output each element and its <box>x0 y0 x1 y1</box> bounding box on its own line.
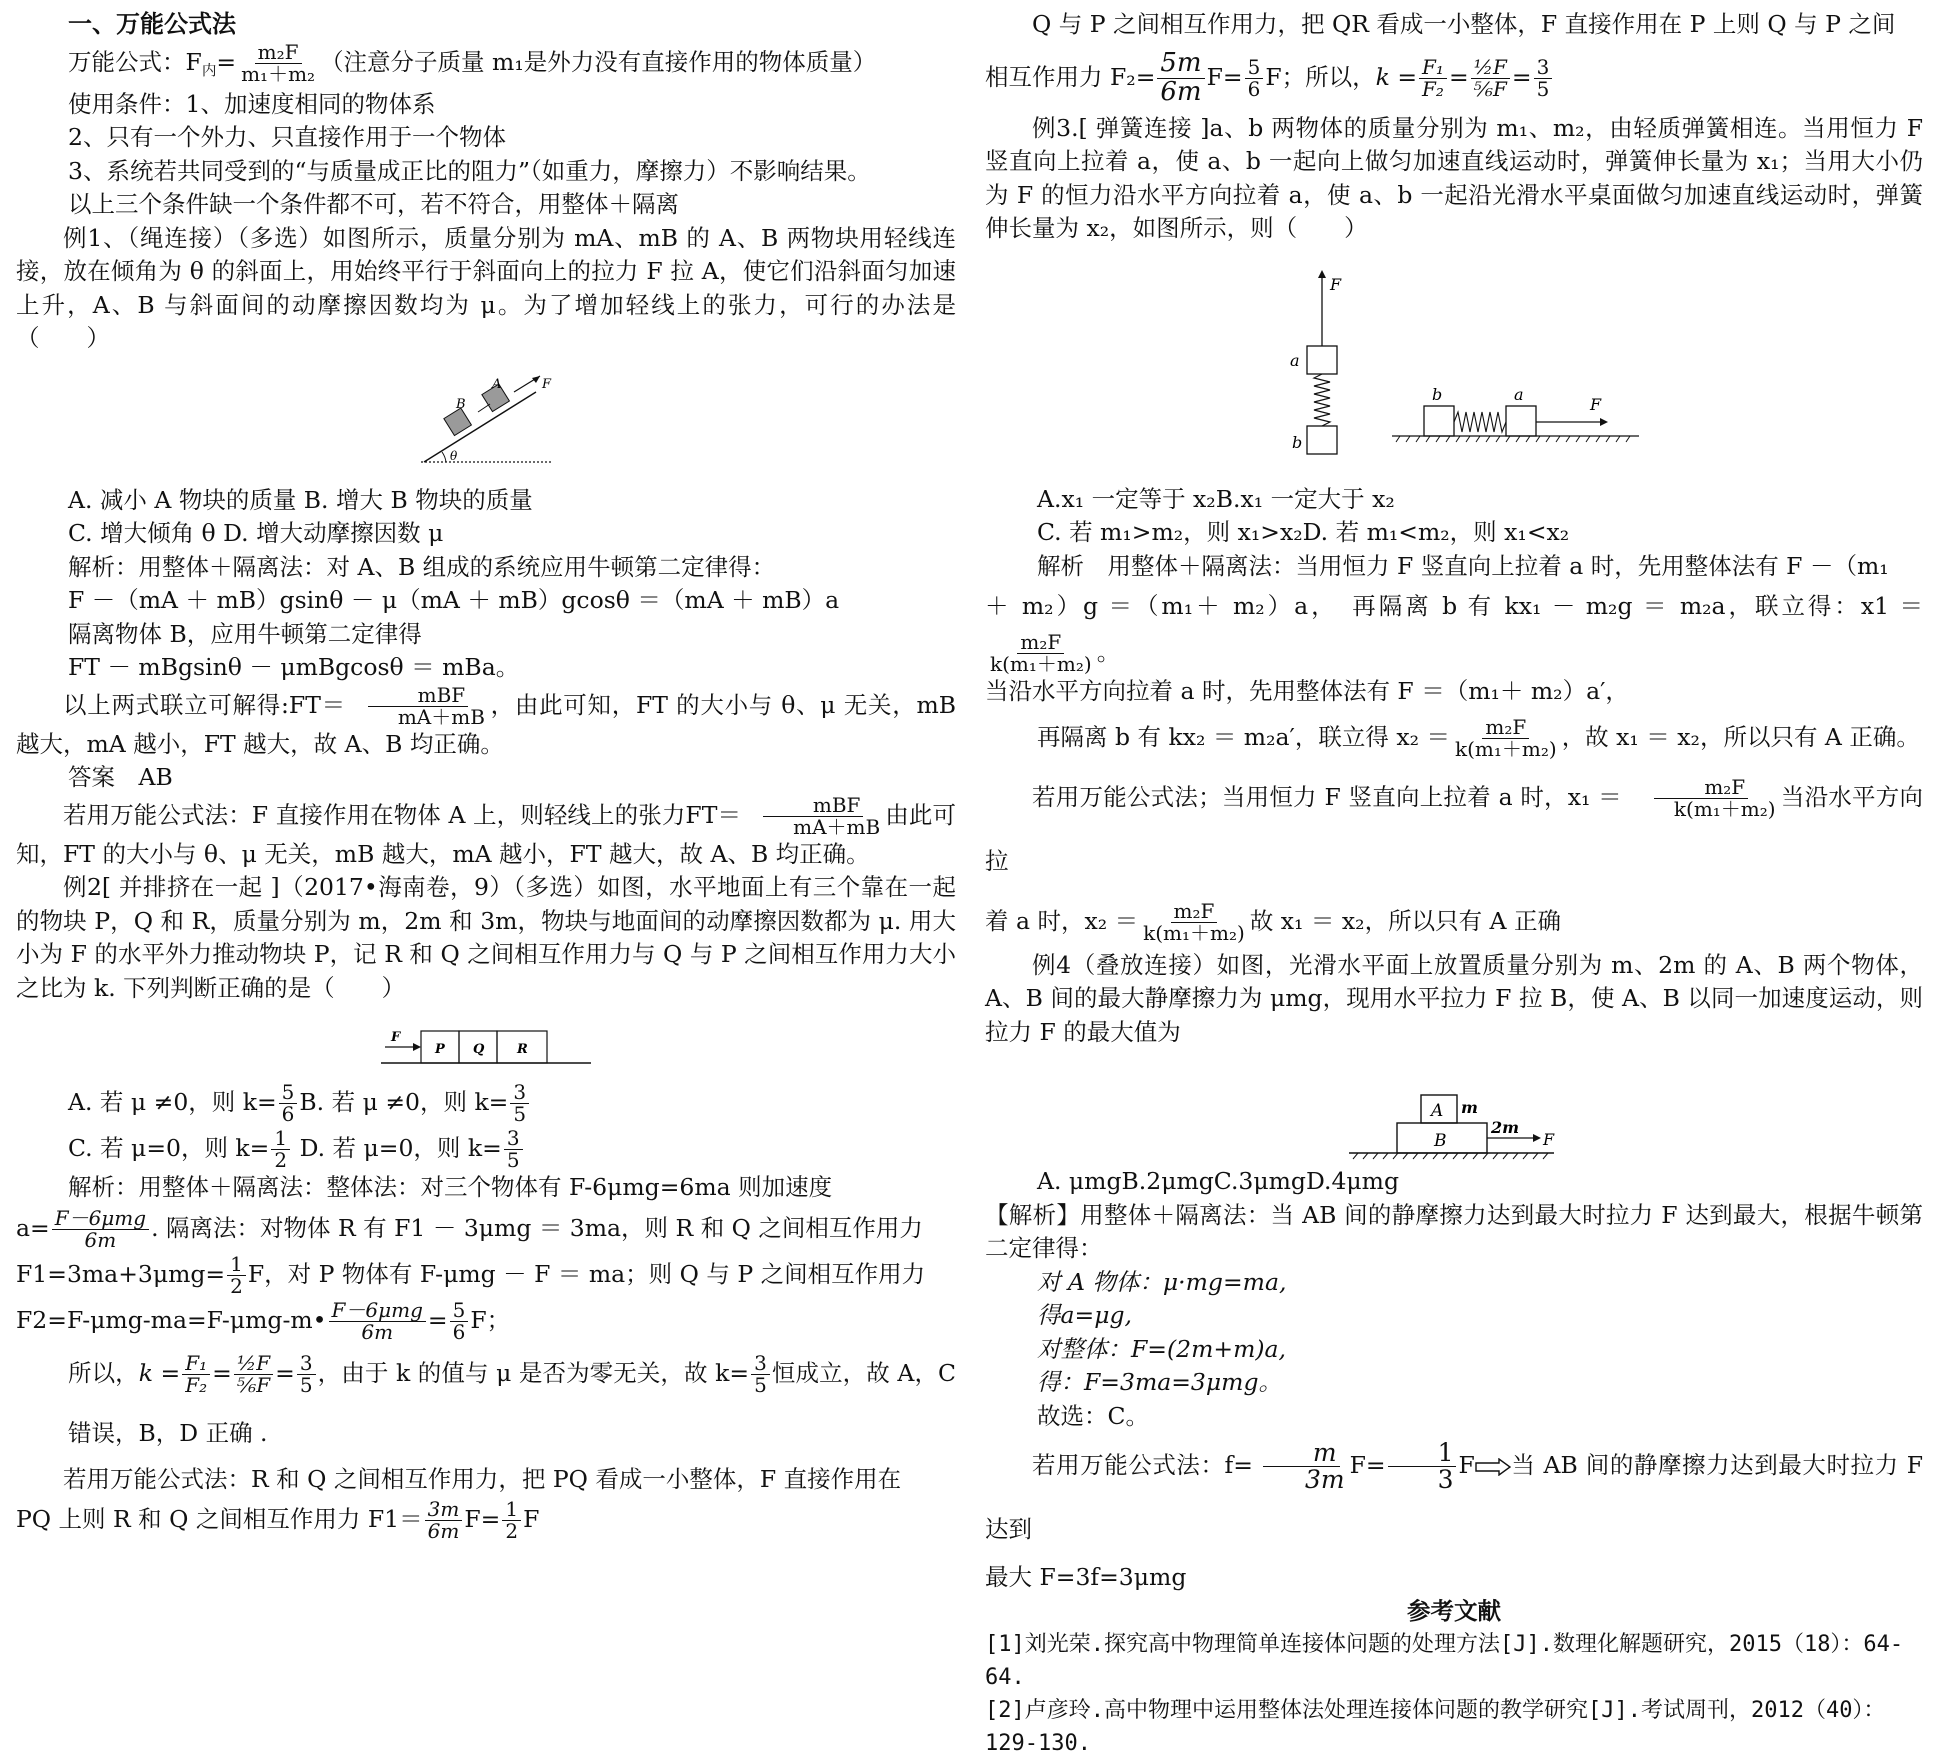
right-column <box>985 8 1923 1760</box>
example-3-option-cd: C. 若 m₁>m₂，则 x₁>x₂D. 若 m₁<m₂，则 x₁<x₂ <box>1037 518 1570 546</box>
spring-figure <box>1264 266 1644 471</box>
fig3-label-a-horizontal: a <box>1514 384 1524 404</box>
blocks-pqr-figure <box>381 1023 591 1073</box>
example-3-analysis-1: 解析 用整体＋隔离法：当用恒力 F 竖直向上拉着 a 时，先用整体法有 F －（m₁ <box>1037 551 1889 580</box>
example-2-continued-2: 相互作用力 F₂= $\frac{5m}{6m}$ F= $\frac{5}{6}$ F；所以，k = $\frac{\text{F₁}}{\text{F₂}}$ = $\frac{\text{½F}}{\text{⅚F}}$ = $\frac{3}{5}$ <box>985 42 1923 112</box>
fig1-label-f: F <box>542 376 552 392</box>
left-column <box>16 8 956 1542</box>
example-2-analysis-1: 解析：用整体＋隔离法：整体法：对三个物体有 F-6μmg=6ma 则加速度 <box>68 1173 833 1202</box>
example-4-question: 例4（叠放连接）如图，光滑水平面上放置质量分别为 m、2m 的 A、B 两个物体，A、B 间的最大静摩擦力为 μmg，现用水平拉力 F 拉 B，使 A、B 以同一加速度运动，则拉力 F 的最大值为 <box>985 950 1923 1046</box>
example-3-analysis-4: 再隔离 b 有 kx₂ ＝ m₂a′，联立得 x₂ ＝ $\frac{\text{m₂F}}{\text{k(m₁＋m₂)}}$ ，故 x₁ ＝ x₂，所以只有 A 正确。 <box>1037 714 1920 761</box>
example-2-analysis-4: F2=F-μmg-ma=F-μmg-m• $\frac{\text{F－6μmg}}{6m}$ = $\frac{5}{6}$ F； <box>16 1297 511 1344</box>
example-3-question: 例3.[ 弹簧连接 ]a、b 两物体的质量分别为 m₁、m₂，由轻质弹簧相连。当用恒力 F 竖直向上拉着 a，使 a、b 一起向上做匀加速直线运动时，弹簧伸长量为 x₁；当用大小仍为 F 的恒力沿水平方向拉着 a，使 a、b 一起沿光滑水平桌面做匀加速直线运动时，弹簧伸长量为 x₂，如图所示，则（ ） <box>985 113 1923 242</box>
example-3-option-ab: A.x₁ 一定等于 x₂B.x₁ 一定大于 x₂ <box>1037 484 1395 513</box>
references-title: 参考文献 <box>1407 1596 1501 1625</box>
example-1-option-cd: C. 增大倾角 θ D. 增大动摩擦因数 μ <box>68 519 444 548</box>
example-4-universal-1: 若用万能公式法：f= $\frac{m}{3m}$ F= $\frac{1}{3}$ F 当 AB 间的静摩擦力达到最大时拉力 F 达到 <box>985 1437 1923 1543</box>
example-3-analysis-3: 当沿水平方向拉着 a 时，先用整体法有 F ＝（m₁＋ m₂）a′， <box>985 677 1629 705</box>
example-4-analysis-2: 对 A 物体：μ·mg=ma, <box>1037 1267 1287 1296</box>
example-1-analysis-3: 隔离物体 B，应用牛顿第二定律得 <box>68 619 422 648</box>
condition-4: 以上三个条件缺一个条件都不可，若不符合，用整体＋隔离 <box>68 190 679 219</box>
fig2-label-p: P <box>435 1042 445 1058</box>
example-3-universal-2: 着 a 时，x₂ ＝ $\frac{\text{m₂F}}{\text{k(m₁＋m₂)}}$ 故 x₁ ＝ x₂，所以只有 A 正确 <box>985 898 1561 945</box>
example-1-universal: 若用万能公式法：F 直接作用在物体 A 上，则轻线上的张力FT＝ $\frac{\text{mBF}}{mA+mB}$ 由此可知，FT 的大小与 θ、μ 无关，mB 越大，mA 越小，FT 越大，故 A、B 均正确。 <box>16 792 957 868</box>
example-2-universal-2: PQ 上则 R 和 Q 之间相互作用力 F1＝ $\frac{3m}{6m}$ F= $\frac{1}{2}$ F <box>16 1497 540 1544</box>
fig3-label-f-up: F <box>1330 274 1342 294</box>
example-4-options: A. μmgB.2μmgC.3μmgD.4μmg <box>1037 1167 1399 1195</box>
fig2-label-q: Q <box>473 1042 485 1058</box>
fig1-label-a: A <box>492 376 502 392</box>
fig4-label-m: m <box>1461 1098 1478 1117</box>
incline-figure <box>416 374 556 474</box>
example-2-option-cd: C. 若 μ=0，则 k= $\frac{1}{2}$ D. 若 μ=0，则 k= $\frac{3}{5}$ <box>16 1125 956 1171</box>
fig3-label-b-bottom: b <box>1292 432 1303 452</box>
implies-arrow-icon <box>1475 1458 1511 1476</box>
formula-fraction: $\frac{\text{m₂F}}{\text{m₁＋m₂}}$ <box>241 39 316 86</box>
condition-3: 3、系统若共同受到的“与质量成正比的阻力”（如重力，摩擦力）不影响结果。 <box>68 156 871 185</box>
fig1-label-theta: θ <box>450 448 458 463</box>
example-2-analysis-2: a= $\frac{\text{F－6μmg}}{6m}$ . 隔离法：对物体 R 有 F1 － 3μmg ＝ 3ma，则 R 和 Q 之间相互作用力 <box>16 1205 923 1252</box>
section-heading: 一、万能公式法 <box>68 10 236 38</box>
fig2-label-r: R <box>517 1042 528 1058</box>
example-4-analysis-3: 得a=μg, <box>1037 1301 1132 1329</box>
example-3-universal-1: 若用万能公式法；当用恒力 F 竖直向上拉着 a 时，x₁ ＝ $\frac{\text{m₂F}}{\text{k(m₁＋m₂)}}$ 当沿水平方向拉 <box>985 774 1924 875</box>
example-2-question: 例2[ 并排挤在一起 ]（2017•海南卷，9）（多选）如图，水平地面上有三个靠在一起的物块 P，Q 和 R，质量分别为 m，2m 和 3m，物块与地面间的动摩擦因数都为 μ. 用大小为 F 的水平外力推动物块 P，记 R 和 Q 之间相互作用力与 Q 与 P 之间相互作用力大小之比为 k. 下列判断正确的是（ ） <box>16 873 956 1002</box>
fig2-label-f: F <box>391 1030 401 1046</box>
fig4-label-2m: 2m <box>1491 1118 1520 1137</box>
fig1-label-b: B <box>456 396 466 412</box>
example-2-analysis-5: 所以，k = $\frac{\text{F₁}}{\text{F₂}}$ = $\frac{\text{½F}}{\text{⅚F}}$ = $\frac{3}{5}$ ，由于 k 的值与 μ 是否为零无关，故 k= $\frac{3}{5}$ 恒成立，故 A，C 错误，B，D 正确 . <box>68 1350 957 1447</box>
example-1-analysis-4: FT － mBgsinθ － μmBgcosθ ＝ mBa。 <box>68 653 520 682</box>
fig4-label-b: B <box>1434 1131 1447 1151</box>
example-1-question: 例1、（绳连接）（多选）如图所示，质量分别为 mA、mB 的 A、B 两物块用轻线连接，放在倾角为 θ 的斜面上，用始终平行于斜面向上的拉力 F 拉 A，使它们沿斜面匀加速上升，A、B 与斜面间的动摩擦因数均为 μ。为了增加轻线上的张力，可行的办法是（ ） <box>16 223 956 353</box>
stacked-blocks-figure <box>1349 1091 1559 1163</box>
example-1-option-ab: A. 减小 A 物块的质量 B. 增大 B 物块的质量 <box>68 485 533 514</box>
example-4-analysis-1: 【解析】用整体＋隔离法：当 AB 间的静摩擦力达到最大时拉力 F 达到最大，根据牛顿第二定律得： <box>985 1200 1923 1262</box>
example-4-analysis-5: 得：F=3ma=3μmg。 <box>1037 1368 1282 1396</box>
fig3-label-f-horizontal: F <box>1590 394 1602 414</box>
fig4-label-f: F <box>1543 1130 1555 1149</box>
example-4-analysis-4: 对整体：F=(2m+m)a, <box>1037 1334 1287 1363</box>
condition-1: 使用条件：1、加速度相同的物体系 <box>68 89 436 118</box>
example-1-answer: 答案 AB <box>68 763 173 792</box>
universal-formula: 万能公式：$F_内=$ $\frac{\text{m₂F}}{\text{m₁＋m₂}}$ （注意分子质量 m₁是外力没有直接作用的物体质量） <box>68 39 877 86</box>
fig3-label-a-top: a <box>1290 350 1300 370</box>
example-2-continued-1: Q 与 P 之间相互作用力，把 QR 看成一小整体，F 直接作用在 P 上则 Q 与 P 之间 <box>1032 10 1896 38</box>
fig3-label-b-horizontal: b <box>1432 384 1443 404</box>
example-3-analysis-2: ＋ m₂）g ＝（m₁＋ m₂）a， 再隔离 b 有 kx₁ － m₂g ＝ m₂a，联立得：x1 ＝ $\frac{\text{m₂F}}{\text{k(m₁＋m₂)}}$ 。 <box>985 592 1923 676</box>
example-1-analysis-5: 以上两式联立可解得:FT＝ $\frac{\text{mBF}}{mA+mB}$ ，由此可知，FT 的大小与 θ、μ 无关，mB 越大，mA 越小，FT 越大，故 A、B 均正确。 <box>16 682 956 758</box>
example-2-analysis-3: F1=3ma+3μmg= $\frac{1}{2}$ F，对 P 物体有 F-μmg － F ＝ ma；则 Q 与 P 之间相互作用力 <box>16 1251 926 1298</box>
reference-2: [2]卢彦玲.高中物理中运用整体法处理连接体问题的教学研究[J].考试周刊，2012（40）：129-130. <box>985 1698 1886 1756</box>
example-2-option-ab: A. 若 μ ≠0，则 k= $\frac{5}{6}$ B. 若 μ ≠0，则 k= $\frac{3}{5}$ <box>16 1079 956 1125</box>
example-1-analysis-1: 解析：用整体＋隔离法：对 A、B 组成的系统应用牛顿第二定律得： <box>68 552 776 581</box>
condition-2: 2、只有一个外力、只直接作用于一个物体 <box>68 123 506 152</box>
example-4-universal-2: 最大 F=3f=3μmg <box>985 1563 1187 1591</box>
example-1-analysis-2: F －（mA ＋ mB）gsinθ － μ（mA ＋ mB）gcosθ ＝（mA ＋ mB）a <box>68 586 840 615</box>
reference-1: [1]刘光荣.探究高中物理简单连接体问题的处理方法[J].数理化解题研究，2015（18）：64-64. <box>985 1632 1904 1690</box>
example-2-universal-1: 若用万能公式法：R 和 Q 之间相互作用力，把 PQ 看成一小整体，F 直接作用在 <box>63 1464 902 1493</box>
fig4-label-a: A <box>1431 1101 1444 1121</box>
example-4-analysis-6: 故选：C。 <box>1037 1401 1149 1430</box>
